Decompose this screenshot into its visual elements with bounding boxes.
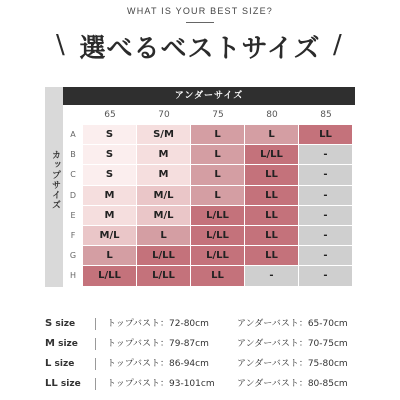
size-cell: LL bbox=[245, 206, 298, 225]
size-cell: L bbox=[245, 125, 298, 144]
under-bust-range: アンダーバスト：70-75cm bbox=[237, 339, 348, 349]
under-size-column-header: 65 bbox=[104, 110, 116, 120]
cup-size-row-header: F bbox=[70, 231, 76, 240]
size-row-s bbox=[45, 314, 375, 334]
size-cell: L/LL bbox=[245, 145, 298, 164]
size-letter: S bbox=[45, 318, 53, 329]
size-cell: - bbox=[299, 186, 352, 205]
size-cell: LL bbox=[245, 246, 298, 265]
cup-size-row-header: A bbox=[70, 130, 76, 139]
size-row-ll bbox=[45, 374, 375, 394]
size-letter: M bbox=[45, 338, 55, 349]
size-cell: L/LL bbox=[137, 246, 190, 265]
size-cell: - bbox=[299, 145, 352, 164]
under-size-column-header: 70 bbox=[158, 110, 170, 120]
size-suffix: size bbox=[54, 359, 75, 369]
size-cell: - bbox=[299, 246, 352, 265]
page-title: 選べるベストサイズ bbox=[79, 34, 321, 64]
eyebrow-underline bbox=[186, 22, 214, 23]
size-cell: LL bbox=[245, 165, 298, 184]
size-cell: M/L bbox=[137, 186, 190, 205]
under-bust-range: アンダーバスト：80-85cm bbox=[237, 379, 348, 389]
size-name bbox=[45, 334, 78, 354]
top-bust-range: トップバスト：86-94cm bbox=[107, 359, 209, 369]
size-cell: LL bbox=[245, 226, 298, 245]
size-cell: M bbox=[137, 145, 190, 164]
under-size-header: アンダーサイズ bbox=[63, 87, 355, 105]
size-divider bbox=[95, 378, 96, 390]
top-bust-range: トップバスト：93-101cm bbox=[107, 379, 215, 389]
size-cell: L/LL bbox=[191, 246, 244, 265]
size-cell: L bbox=[191, 186, 244, 205]
cup-size-row-header: D bbox=[69, 190, 77, 200]
size-cell: L bbox=[137, 226, 190, 245]
size-letter: LL bbox=[45, 378, 58, 389]
size-cell: M bbox=[137, 165, 190, 184]
size-cell: L/LL bbox=[191, 206, 244, 225]
size-cell: S bbox=[83, 145, 136, 164]
size-cell: - bbox=[299, 266, 352, 285]
cup-size-row-header: E bbox=[70, 210, 76, 220]
size-cell: M/L bbox=[83, 226, 136, 245]
size-cell: LL bbox=[299, 125, 352, 144]
top-bust-range: トップバスト：79-87cm bbox=[107, 339, 209, 349]
title-slash-left: \ bbox=[56, 30, 65, 60]
size-cell: S bbox=[83, 125, 136, 144]
size-row-m bbox=[45, 334, 375, 354]
title-slash-right: / bbox=[333, 30, 342, 60]
size-name bbox=[45, 314, 75, 334]
under-size-column-header: 85 bbox=[320, 110, 332, 120]
cup-size-row-header: C bbox=[70, 170, 76, 180]
under-bust-range: アンダーバスト：65-70cm bbox=[237, 319, 348, 329]
size-cell: L bbox=[191, 145, 244, 164]
size-cell: - bbox=[299, 165, 352, 184]
cup-size-row-header: B bbox=[70, 150, 76, 160]
size-suffix: size bbox=[58, 339, 78, 349]
size-name bbox=[45, 354, 74, 374]
size-divider bbox=[95, 338, 96, 350]
top-bust-range: トップバスト：72-80cm bbox=[107, 319, 209, 329]
size-divider bbox=[95, 318, 96, 330]
size-row-l bbox=[45, 354, 375, 374]
size-letter: L bbox=[45, 358, 52, 369]
size-cell: - bbox=[299, 206, 352, 225]
size-cell: - bbox=[245, 266, 298, 285]
cup-size-row-header: G bbox=[69, 251, 77, 261]
size-name bbox=[45, 374, 81, 394]
size-cell: M/L bbox=[137, 206, 190, 225]
size-cell: L/LL bbox=[191, 226, 244, 245]
size-suffix: size bbox=[60, 379, 81, 389]
cup-size-row-header: H bbox=[69, 271, 76, 281]
size-cell: L bbox=[191, 125, 244, 144]
size-cell: L bbox=[191, 165, 244, 184]
size-cell: LL bbox=[191, 266, 244, 285]
under-size-column-header: 75 bbox=[212, 110, 224, 120]
size-cell: - bbox=[299, 226, 352, 245]
size-cell: L bbox=[83, 246, 136, 265]
cup-size-label: カップサイズ bbox=[50, 150, 60, 210]
size-divider bbox=[95, 358, 96, 370]
size-cell: S/M bbox=[137, 125, 190, 144]
page-eyebrow: WHAT IS YOUR BEST SIZE? bbox=[127, 6, 273, 16]
size-cell: L/LL bbox=[83, 266, 136, 285]
size-cell: M bbox=[83, 206, 136, 225]
size-cell: M bbox=[83, 186, 136, 205]
size-cell: L/LL bbox=[137, 266, 190, 285]
size-cell: S bbox=[83, 165, 136, 184]
under-size-column-header: 80 bbox=[266, 110, 278, 120]
under-bust-range: アンダーバスト：75-80cm bbox=[237, 359, 348, 369]
size-suffix: size bbox=[55, 319, 76, 329]
size-cell: LL bbox=[245, 186, 298, 205]
